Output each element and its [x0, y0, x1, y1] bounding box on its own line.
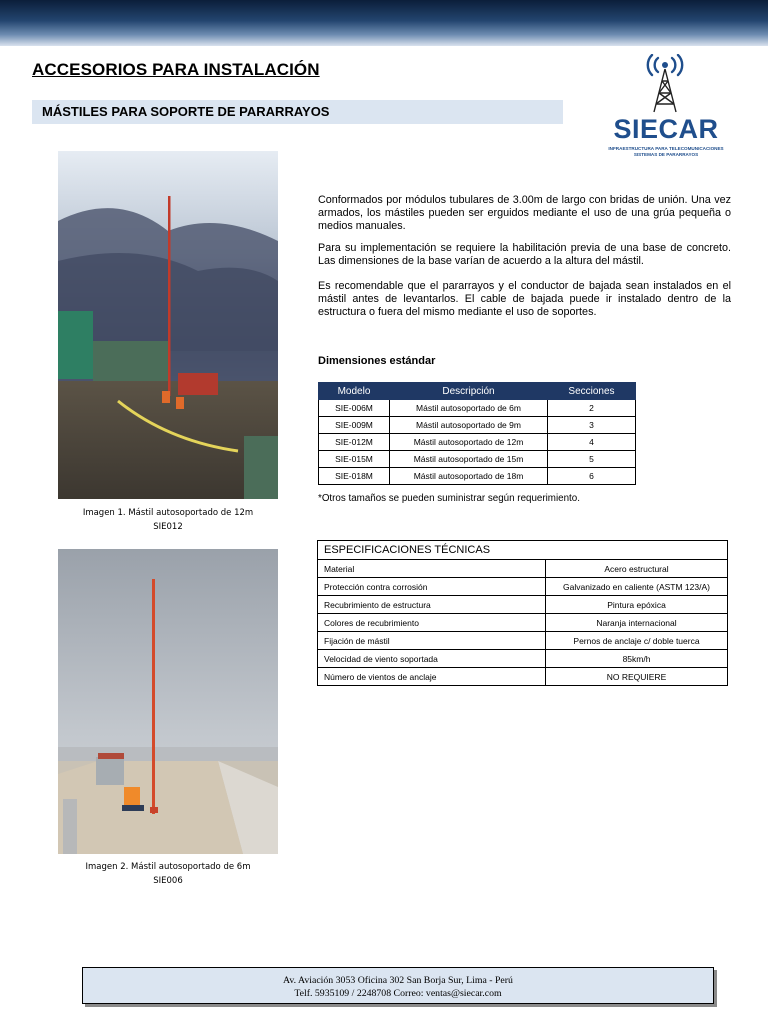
description-cell: Mástil autosoportado de 9m	[390, 417, 548, 434]
photo-caption-1	[58, 506, 278, 534]
model-cell: SIE-009M	[319, 417, 390, 434]
photo-mast-6m	[58, 549, 278, 854]
spec-value: Naranja internacional	[546, 614, 728, 632]
table-row	[318, 632, 728, 650]
footer-contact-box	[82, 967, 714, 1004]
table-row	[318, 596, 728, 614]
logo-tagline-line-1: INFRAESTRUCTURA PARA TELECOMUNICACIONES	[608, 146, 724, 151]
table-row	[318, 650, 728, 668]
spec-value: Galvanizado en caliente (ASTM 123/A)	[546, 578, 728, 596]
sections-cell: 6	[548, 468, 636, 485]
sections-cell: 3	[548, 417, 636, 434]
column-header-secciones: Secciones	[548, 383, 636, 400]
model-cell: SIE-018M	[319, 468, 390, 485]
sections-cell: 4	[548, 434, 636, 451]
table-row	[318, 668, 728, 686]
dimensions-table	[318, 382, 636, 485]
logo-tagline-line-2: SISTEMAS DE PARARRAYOS	[633, 151, 699, 157]
paragraph-base: Para su implementación se requiere la habilitación previa de una base de concreto. Las dimensiones de la base varían de acuerdo a la altura del mástil.	[318, 242, 731, 267]
table-row	[319, 417, 636, 434]
siecar-logo	[594, 52, 744, 164]
spec-value: 85km/h	[546, 650, 728, 668]
table-row	[318, 560, 728, 578]
description-cell: Mástil autosoportado de 12m	[390, 434, 548, 451]
model-cell: SIE-006M	[319, 400, 390, 417]
specs-header-row	[318, 541, 728, 560]
spec-label: Recubrimiento de estructura	[318, 596, 546, 614]
footer-contact: Telf. 5935109 / 2248708 Correo: ventas@siecar.com	[294, 988, 502, 999]
table-row	[319, 400, 636, 417]
paragraph-modules: Conformados por módulos tubulares de 3.00m de largo con bridas de unión. Una vez armados, los mástiles pueden ser erguidos mediante el uso de una grúa pequeña o medios manuales.	[318, 194, 731, 232]
model-cell: SIE-012M	[319, 434, 390, 451]
table-row	[319, 451, 636, 468]
header-band	[0, 0, 768, 46]
sections-cell: 5	[548, 451, 636, 468]
dimensions-header-row	[319, 383, 636, 400]
photo-caption-1-line-1: Imagen 1. Mástil autosoportado de 12m	[82, 508, 254, 518]
table-row	[318, 614, 728, 632]
photo-caption-2	[58, 860, 278, 888]
section-subtitle-bar	[32, 100, 563, 124]
description-cell: Mástil autosoportado de 6m	[390, 400, 548, 417]
spec-label: Número de vientos de anclaje	[318, 668, 546, 686]
spec-value: Pernos de anclaje c/ doble tuerca	[546, 632, 728, 650]
spec-label: Velocidad de viento soportada	[318, 650, 546, 668]
spec-label: Colores de recubrimiento	[318, 614, 546, 632]
spec-value: Pintura epóxica	[546, 596, 728, 614]
photo-mast-12m	[58, 151, 278, 499]
dimensions-title: Dimensiones estándar	[318, 355, 436, 367]
photo-caption-2-line-2: SIE006	[153, 876, 183, 886]
spec-label: Protección contra corrosión	[318, 578, 546, 596]
model-cell: SIE-015M	[319, 451, 390, 468]
footer-address: Av. Aviación 3053 Oficina 302 San Borja Sur, Lima - Perú	[283, 975, 513, 986]
page-title: ACCESORIOS PARA INSTALACIÓN	[32, 60, 320, 79]
table-row	[319, 434, 636, 451]
dimensions-note: *Otros tamaños se pueden suministrar según requerimiento.	[318, 493, 580, 504]
specs-title: ESPECIFICACIONES TÉCNICAS	[318, 541, 728, 560]
table-row	[319, 468, 636, 485]
spec-value: NO REQUIERE	[546, 668, 728, 686]
description-cell: Mástil autosoportado de 18m	[390, 468, 548, 485]
antenna-tower-icon	[637, 54, 693, 114]
sections-cell: 2	[548, 400, 636, 417]
spec-label: Material	[318, 560, 546, 578]
photo-caption-1-line-2: SIE012	[153, 522, 183, 532]
column-header-modelo: Modelo	[319, 383, 390, 400]
table-row	[318, 578, 728, 596]
column-header-descripcion: Descripción	[390, 383, 548, 400]
photo-caption-2-line-1: Imagen 2. Mástil autosoportado de 6m	[85, 862, 251, 872]
paragraph-installation: Es recomendable que el pararrayos y el conductor de bajada sean instalados en el mástil antes de levantarlos. El cable de bajada puede ir instalado dentro de la estructura o fuera del mismo mediante el uso de soportes.	[318, 280, 731, 318]
spec-value: Acero estructural	[546, 560, 728, 578]
logo-tagline	[594, 146, 738, 157]
section-subtitle: MÁSTILES PARA SOPORTE DE PARARRAYOS	[42, 104, 330, 119]
specifications-table	[317, 540, 728, 686]
logo-wordmark: SIECAR	[613, 114, 719, 144]
description-cell: Mástil autosoportado de 15m	[390, 451, 548, 468]
spec-label: Fijación de mástil	[318, 632, 546, 650]
